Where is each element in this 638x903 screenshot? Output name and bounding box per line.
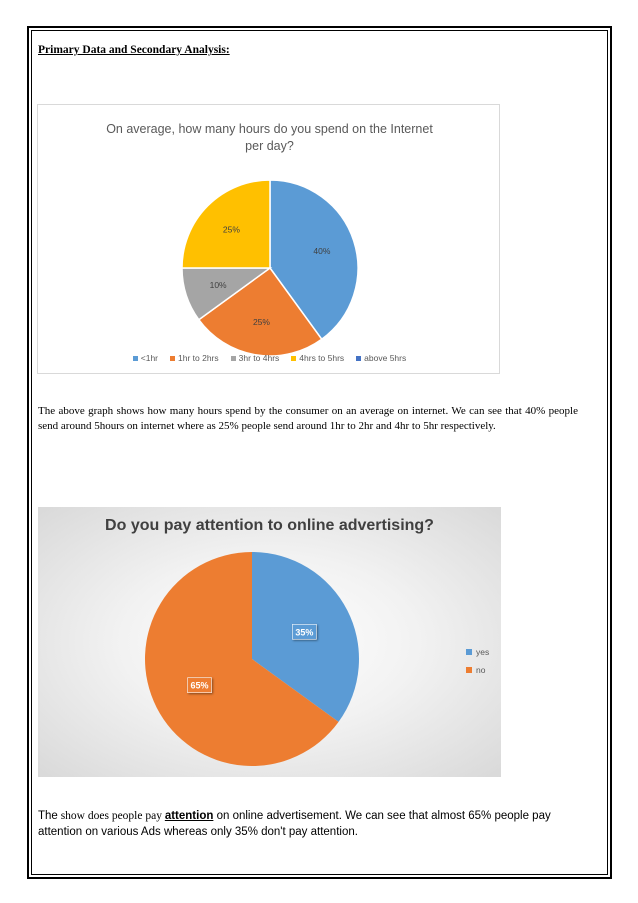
pie-label-1: 25% [252, 316, 270, 327]
paragraph-2-part1: The [38, 810, 58, 822]
chart2-legend-item [466, 643, 489, 661]
pie-label-3: 25% [222, 224, 240, 235]
pie-label-2: 10% [209, 279, 227, 290]
chart1-legend-swatch [356, 356, 361, 361]
chart2-legend-label: no [476, 665, 486, 675]
pie-label-1: 65% [190, 680, 209, 691]
chart2-legend-swatch [466, 649, 472, 655]
paragraph-1: The above graph shows how many hours spend by the consumer on an average on internet. We can see that 40% people send around 5hours on internet where as 25% people send around 1hr to 2hr and 4hr to 5hr respectively. [38, 405, 578, 432]
chart2-legend-label: yes [476, 647, 490, 657]
internet-hours-chart [37, 104, 500, 374]
chart1-legend-swatch [170, 356, 175, 361]
chart2-title: Do you pay attention to online advertising? [105, 517, 434, 534]
chart1-legend-item [356, 353, 406, 363]
chart2-pie [38, 507, 501, 777]
pie-label-0: 40% [313, 246, 331, 257]
online-advertising-chart [38, 507, 501, 777]
chart1-legend [38, 353, 501, 363]
chart1-legend-label: 3hr to 4hrs [238, 353, 280, 363]
chart2-legend-swatch [466, 667, 472, 673]
chart1-legend-item [133, 353, 158, 363]
chart1-legend-label: above 5hrs [364, 353, 407, 363]
pie-label-0: 35% [295, 627, 314, 638]
chart1-legend-item [231, 353, 280, 363]
chart1-title-line1: On average, how many hours do you spend on the Internet [106, 122, 433, 136]
chart1-title-line2: per day? [245, 139, 294, 153]
chart1-legend-item [291, 353, 344, 363]
chart1-legend-label: 4hrs to 5hrs [299, 353, 345, 363]
chart1-pie [38, 105, 501, 375]
paragraph-2-part2: show does people pay [57, 810, 165, 822]
chart1-legend-label: 1hr to 2hrs [178, 353, 219, 363]
section-heading: Primary Data and Secondary Analysis: [38, 44, 230, 56]
paragraph-2 [38, 808, 593, 840]
chart1-legend-swatch [231, 356, 236, 361]
chart2-legend [466, 643, 489, 679]
chart1-legend-swatch [291, 356, 296, 361]
chart1-legend-label: <1hr [140, 353, 158, 363]
paragraph-2-part4: on online advertisement. We can see that almost 65% people pay attention on various Ads whereas only 35% don't pay attention. [38, 810, 551, 838]
paragraph-2-attention: attention [164, 810, 214, 822]
chart2-legend-item [466, 661, 489, 679]
chart1-legend-swatch [133, 356, 138, 361]
chart1-legend-item [170, 353, 219, 363]
